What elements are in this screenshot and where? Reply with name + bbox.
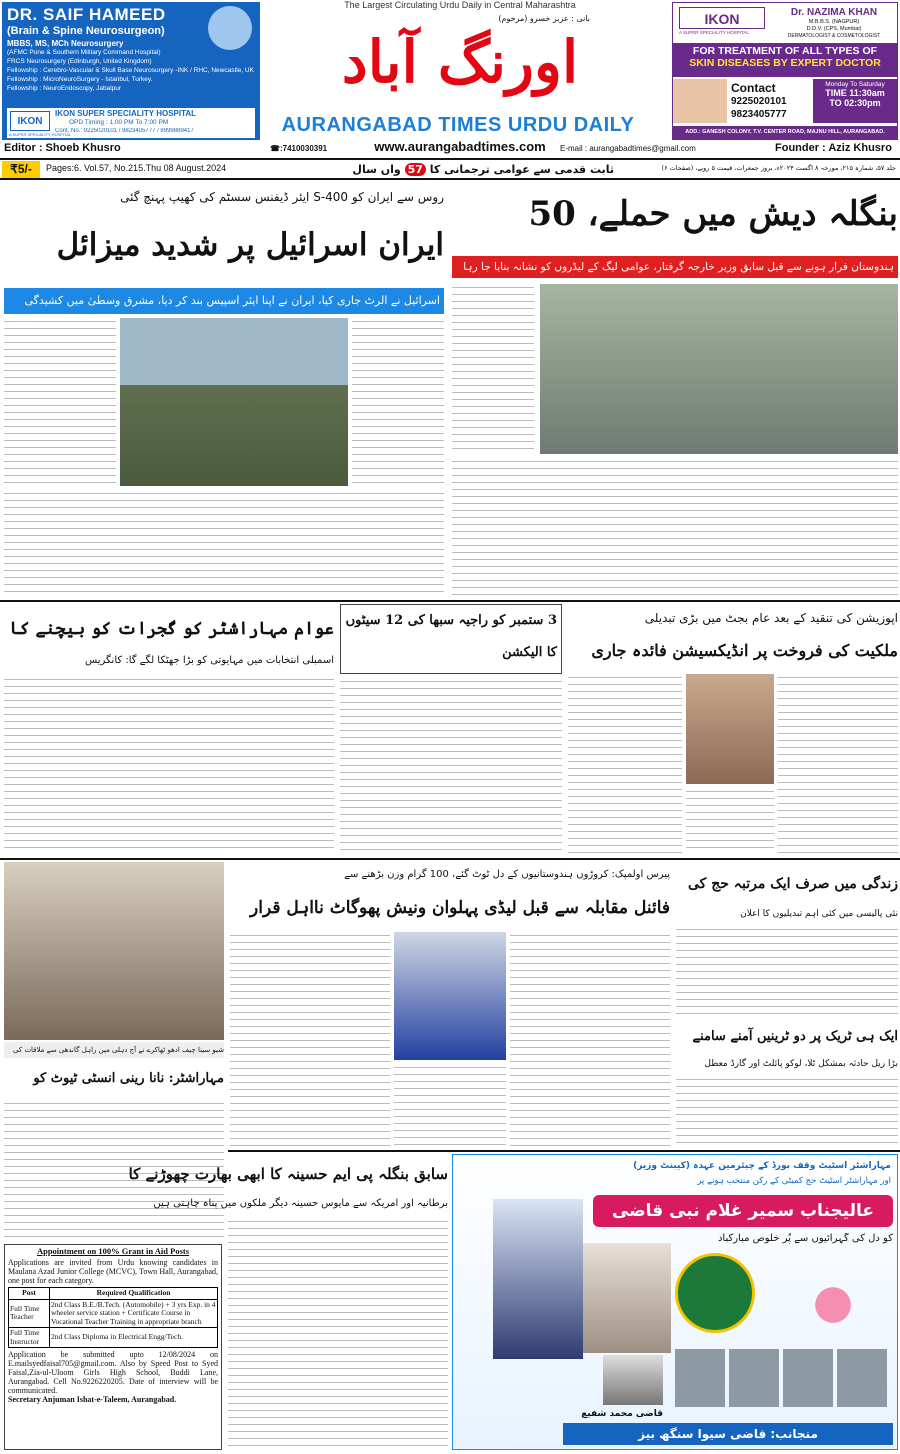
rajya-sabha-subhead — [341, 669, 561, 674]
olympics-kicker: پیرس اولمپک: کروڑوں ہندوستانیوں کے دل ٹوٹ گئے، 100 گرام وزن بڑھنے سے — [344, 869, 670, 880]
phone-1: 9225020101 — [731, 96, 787, 107]
supporter-photo-1 — [675, 1349, 725, 1407]
info-bar — [0, 158, 900, 180]
rajya-sabha-box — [340, 604, 562, 674]
budget-article-body — [568, 674, 682, 854]
qualification-line: (AFMC Pune & Southern Military Command Hospital) — [7, 49, 161, 56]
hasina-article-body — [228, 1218, 448, 1450]
budget-article-body-2 — [686, 788, 774, 854]
doctor-name-right: Dr. NAZIMA KHAN — [790, 7, 878, 18]
email: E-mail : aurangabadtimes@gmail.com — [560, 144, 696, 153]
time-to: TO 02:30pm — [829, 98, 881, 108]
rajya-sabha-article-body — [340, 678, 562, 854]
hospital-name: IKON SUPER SPECIALITY HOSPITAL — [55, 109, 197, 118]
iran-article-body — [4, 490, 444, 598]
doctor-specialty: (Brain & Spine Neurosurgeon) — [7, 25, 165, 37]
newspaper-logo-urdu: اورنگ آباد — [341, 28, 579, 96]
price: 5/- — [17, 162, 32, 176]
flowers-decoration — [783, 1275, 883, 1335]
masthead-tagline: The Largest Circulating Urdu Daily in Central Maharashtra — [344, 0, 576, 10]
motto-pre: ثابت قدمی سے عوامی ترجمانی کا — [429, 163, 614, 176]
table-row — [9, 1328, 218, 1348]
supporter-photo-3 — [783, 1349, 833, 1407]
doctor-name: DR. SAIF HAMEED — [7, 5, 166, 24]
face-photo — [673, 79, 727, 123]
ikon-logo — [679, 7, 765, 29]
notice-post: Full Time Teacher — [9, 1299, 50, 1328]
qualification-line: Fellowship : NeuroEndoscopy, Jabalpur — [7, 85, 122, 92]
olympics-article-col-left — [230, 932, 390, 1148]
lead-headline-bangladesh: بنگلہ دیش میں حملے، 50 — [528, 194, 898, 234]
founder: Founder : Aziz Khusro — [775, 142, 892, 154]
greeting-footer: منجانب: قاضی سیوا سنگھ بیز — [563, 1423, 893, 1445]
train-headline: ایک ہی ٹریک پر دو ٹرینیں آمنے سامنے — [692, 1029, 898, 1044]
lead-kicker-iran: روس سے ایران کو S-400 ایئر ڈیفنس سسٹم کی کھیپ پہنچ گئی — [120, 190, 444, 204]
greeting-top-2: اور مہاراشٹر اسٹیٹ حج کمیٹی کے رکن منتخب ہونے پر — [697, 1176, 891, 1186]
lead-subhead-iran: اسرائیل نے الرٹ جاری کیا، ایران نے اپنا ایئر اسپیس بند کر دیا، مشرق وسطیٰ میں کشیدگی — [4, 288, 444, 314]
motto-post: واں سال — [352, 163, 401, 176]
hospital-logo-text: IKON — [17, 116, 43, 127]
qualification-line: Fellowship : MicroNeuroSurgery - Istanbul, Turkey. — [7, 76, 153, 83]
time-from: TIME 11:30am — [825, 88, 885, 98]
portrait-photo — [583, 1243, 671, 1353]
hasina-headline: سابق بنگلہ پی ایم حسینہ کا ابھی بھارت چھوڑنے کا — [128, 1165, 448, 1183]
sender-name: قاضی محمد شفیع — [581, 1409, 663, 1419]
doctor-role: DERMATOLOGIST & COSMETOLOGIST — [787, 33, 881, 39]
greeting-name: عالیجناب سمیر غلام نبی قاضی — [593, 1195, 893, 1227]
doctor-dvd: D.D.V. (CPS, Mumbai) — [806, 26, 862, 32]
congress-article-body — [4, 676, 334, 854]
notice-col-qualification: Required Qualification — [50, 1288, 218, 1300]
budget-headline: ملکیت کی فروخت پر انڈیکسیشن فائدہ جاری — [591, 641, 898, 660]
congress-headline: عوام مہاراشٹر کو گجرات کو بیچنے کا — [9, 619, 334, 639]
budget-article-col — [778, 674, 898, 854]
hospital-logo-sub: A SUPER SPECIALITY HOSPITAL — [9, 132, 72, 137]
bangladesh-article-col — [452, 284, 534, 454]
man-photo — [493, 1199, 583, 1359]
olympics-article-col-right — [510, 932, 670, 1148]
notice-qualification: 2nd Class B.E./B.Tech. (Automobile) + 3 yrs Exp. in 4 wheeler service station + Certificate Course in Vocational Teacher Training in appropriate branch — [51, 1299, 216, 1326]
table-row — [9, 1299, 218, 1328]
lead-headline-iran: ایران اسرائیل پر شدید میزائل — [56, 227, 444, 263]
ikon-logo-text: IKON — [704, 11, 740, 27]
congress-subhead: اسمبلی انتخابات میں مہایوتی کو بڑا جھٹکا لگے گا: کانگریس — [84, 655, 334, 666]
neurosurgeon-ad — [2, 2, 260, 140]
finance-minister-photo — [686, 674, 774, 784]
issue-info-urdu: جلد ۵۷، شمارہ ۲۱۵، مورخہ ۸ اگست ۲۰۲۴ء، بروز جمعرات، قیمت ۵ روپے، (صفحات ۶) — [661, 164, 896, 172]
notice-col-post: Post — [9, 1288, 50, 1300]
hajj-article-body — [676, 926, 898, 1016]
vinesh-phogat-photo — [394, 932, 506, 1060]
hospital-contact: Cont. No.: 9225020101 / 9823405777 / 8999889417 — [55, 128, 194, 134]
supporter-photo-4 — [837, 1349, 887, 1407]
greeting-wish: کو دل کی گہرائیوں سے پُر خلوص مبارکباد — [717, 1233, 893, 1244]
s400-missile-photo — [120, 318, 348, 486]
hajj-headline: زندگی میں صرف ایک مرتبہ حج کی — [688, 876, 898, 892]
notice-title: Appointment on 100% Grant in Aid Posts — [36, 1246, 190, 1256]
greeting-ad — [452, 1154, 898, 1450]
sender-photo — [603, 1355, 663, 1405]
editor: Editor : Shoeb Khusro — [4, 142, 121, 154]
motto-number: 57 — [405, 163, 426, 176]
doctor-degree: M.B.B.S. (NAGPUR) — [808, 19, 860, 25]
opd-timing: OPD Timing : 1:00 PM To 7:00 PM — [69, 119, 169, 126]
qualification-line: Fellowship : Cerebro-Vascular & Skull Base Neurosurgery -INK / RHC, Newcastle, UK — [7, 67, 254, 74]
hasina-subhead: برطانیہ اور امریکہ سے مایوس حسینہ دیگر ملکوں میں پناہ چاہتی ہیں — [153, 1198, 448, 1209]
hospital-logo — [10, 111, 50, 131]
train-article-body — [676, 1076, 898, 1148]
iran-article-col-right — [352, 318, 444, 486]
notice-post: Full Time Instructor — [9, 1328, 50, 1348]
bangladesh-protest-photo — [540, 284, 898, 454]
ikon-logo-sub: A SUPER SPECIALITY HOSPITAL — [679, 30, 749, 35]
hajj-subhead: نئی پالیسی میں کئی اہم تبدیلیوں کا اعلان — [740, 909, 898, 919]
olympics-headline: فائنل مقابلہ سے قبل لیڈی پہلوان ونیش پھوگاٹ نااہل قرار — [250, 898, 670, 918]
qualification-line: MBBS, MS, MCh Neurosurgery — [7, 39, 124, 48]
photo-caption: شیو سینا چیف ادھو ٹھاکرے نے آج دہلی میں راہل گاندھی سے ملاقات کی — [4, 1042, 224, 1058]
clinic-address: ADD.: GANESH COLONY, T.V. CENTER ROAD, MAJNU HILL, AURANGABAD. — [673, 126, 897, 139]
thackeray-gandhi-photo — [4, 862, 224, 1040]
days: Monday To Saturday — [825, 81, 885, 88]
notice-table — [8, 1287, 218, 1348]
bangladesh-article-body — [452, 458, 898, 598]
appointment-notice — [4, 1244, 222, 1450]
website: www.aurangabadtimes.com — [374, 139, 546, 154]
greeting-top-1: مہاراشٹر اسٹیٹ وقف بورڈ کے چیئرمین عہدہ (کیبنٹ وزیر) — [633, 1161, 891, 1171]
banner-line-2: SKIN DISEASES BY EXPERT DOCTOR — [689, 57, 881, 69]
qualification-line: FRCS Neurosurgery (Edinburgh, United Kingdom) — [7, 58, 152, 65]
institute-headline: مہاراشٹر: نانا رینی انسٹی ٹیوٹ کو — [33, 1071, 224, 1086]
waqf-board-emblem — [675, 1253, 755, 1333]
banner-line-1: FOR TREATMENT OF ALL TYPES OF — [692, 45, 878, 57]
phone-number: ☎:7410030391 — [270, 144, 328, 153]
notice-signature: Secretary Anjuman Ishat-e-Taleem, Aurangabad. — [8, 1395, 177, 1404]
brain-icon — [208, 6, 252, 50]
rajya-sabha-headline: 3 ستمبر کو راجیہ سبھا کی 12 سیٹوں کا الیکشن — [345, 613, 557, 660]
contact-label: Contact — [731, 81, 776, 95]
olympics-article-col-mid — [394, 1064, 506, 1148]
founder-note: بانی : عزیز خسرو (مرحوم) — [498, 14, 590, 23]
notice-intro: Applications are invited from Urdu knowing candidates in Maulana Azad Junior College (MCVC), Town Hall, Aurangabad, one post for each category. — [8, 1258, 218, 1285]
price-badge: ₹5/- — [2, 161, 40, 178]
newspaper-name: AURANGABAD TIMES URDU DAILY — [281, 114, 635, 136]
budget-kicker: اپوزیشن کی تنقید کے بعد عام بجٹ میں بڑی تبدیلی — [644, 611, 898, 625]
train-subhead: بڑا ریل حادثہ بمشکل ٹلا، لوکو پائلٹ اور گارڈ معطل — [704, 1059, 898, 1069]
iran-article-col-left — [4, 318, 116, 486]
lead-subhead-bangladesh: ہندوستان فرار ہونے سے قبل سابق وزیر خارجہ گرفتار، عوامی لیگ کے لیڈروں کو نشانہ بنایا جا رہا — [452, 256, 898, 278]
notice-footer: Application be submitted upto 12/08/2024 on E.mailsyedfaisal705@gmail.com. Also by Speed Post to Syed Faisal,Zia-ul-Uloom Girls High School, Buddi Lane, Aurangabad. Cell No.9226220205. Date of interview will be communicated. — [8, 1350, 218, 1395]
phone-2: 9823405777 — [731, 109, 787, 120]
dermatologist-ad — [672, 2, 898, 140]
hospital-strip — [7, 108, 255, 138]
notice-qualification: 2nd Class Diploma in Electrical Engg/Tech. — [50, 1328, 218, 1348]
supporter-photo-2 — [729, 1349, 779, 1407]
issue-info: Pages:6. Vol.57, No.215.Thu 08 August.2024 — [46, 163, 227, 173]
banner — [673, 43, 897, 77]
